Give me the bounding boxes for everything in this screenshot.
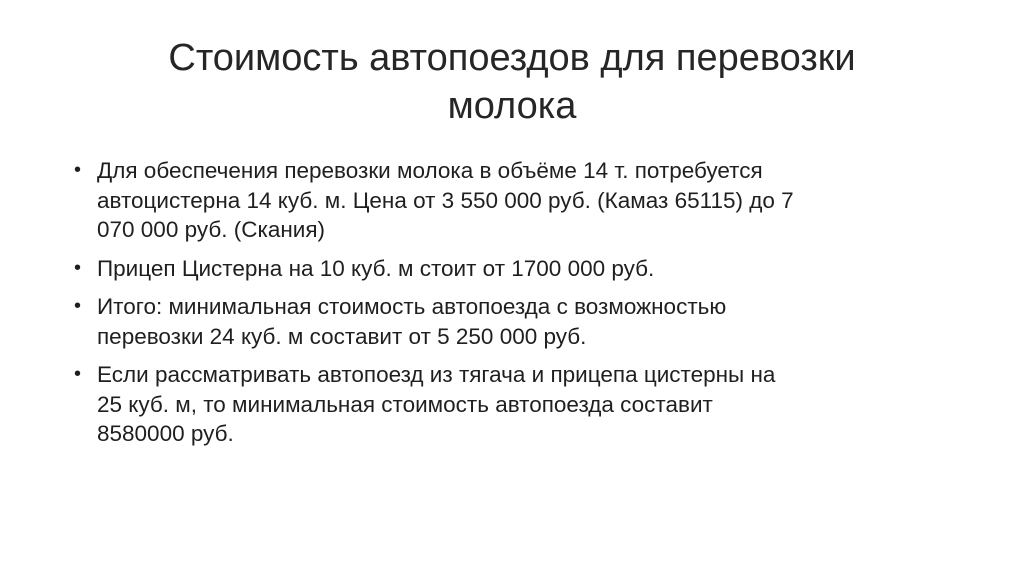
- bullet-text: [97, 360, 952, 449]
- bullet-text: [97, 156, 952, 245]
- bullet-line: 8580000 руб.: [97, 421, 234, 446]
- bullet-line: Итого: минимальная стоимость автопоезда с возможностью: [97, 294, 727, 319]
- bullet-item-truck-cost: [72, 156, 952, 245]
- bullet-text: [97, 254, 952, 284]
- slide-title: [80, 34, 944, 130]
- bullet-list: [72, 156, 952, 458]
- bullet-line: перевозки 24 куб. м составит от 5 250 000 руб.: [97, 323, 587, 349]
- bullet-line: Для обеспечения перевозки молока в объёме 14 т. потребуется: [97, 158, 763, 183]
- bullet-text: [97, 292, 952, 351]
- slide-title-line-1: Стоимость автопоездов для перевозки: [168, 37, 856, 79]
- bullet-item-total-cost: [72, 292, 952, 351]
- bullet-item-tractor-option: [72, 360, 952, 449]
- slide-title-line-2: молока: [447, 85, 577, 127]
- bullet-line: автоцистерна 14 куб. м. Цена от 3 550 000 руб. (Камаз 65115) до 7: [97, 187, 794, 213]
- bullet-dot-icon: •: [74, 256, 82, 279]
- bullet-line: 25 куб. м, то минимальная стоимость автопоезда составит: [97, 391, 713, 417]
- bullet-dot-icon: •: [74, 295, 82, 317]
- bullet-dot-icon: •: [74, 159, 82, 181]
- bullet-line: Если рассматривать автопоезд из тягача и прицепа цистерны на: [97, 362, 776, 387]
- bullet-line: 070 000 руб. (Скания): [97, 217, 325, 242]
- bullet-item-trailer-cost: [72, 254, 952, 284]
- bullet-dot-icon: •: [74, 363, 82, 385]
- bullet-line: Прицеп Цистерна на 10 куб. м стоит от 1700 000 руб.: [97, 255, 655, 281]
